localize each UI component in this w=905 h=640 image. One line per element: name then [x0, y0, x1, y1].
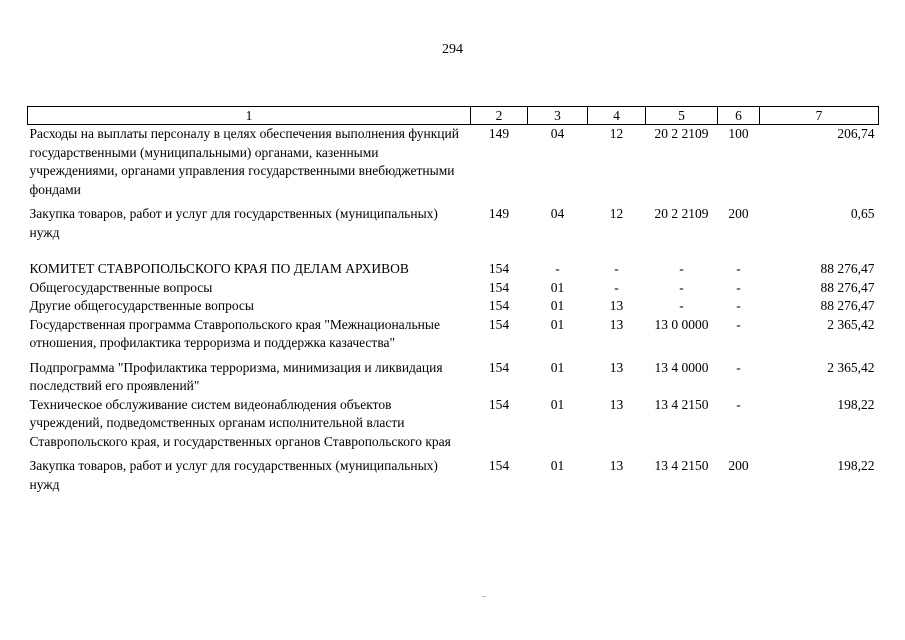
row-subsection: 13 [609, 359, 624, 375]
row-target-article: 13 4 0000 [654, 359, 709, 375]
table-row [28, 359, 879, 396]
row-amount: 2 365,42 [827, 359, 875, 375]
row-expense-type: - [736, 396, 741, 412]
row-section: 04 [550, 206, 565, 221]
header-cell-2: 2 [471, 107, 528, 125]
table-row [28, 260, 879, 279]
row-subsection: - [614, 261, 619, 276]
row-name: Государственная программа Ставропольского края "Межнациональные отношения, профилактика терроризма и поддержка казачества" [29, 316, 440, 350]
header-cell-6: 6 [718, 107, 760, 125]
table-body [28, 125, 879, 495]
row-expense-type: - [736, 261, 741, 276]
row-expense-type: 200 [728, 206, 749, 221]
row-amount: 198,22 [837, 458, 875, 473]
row-target-article: - [679, 279, 684, 295]
scan-speck [482, 596, 486, 597]
table-row [28, 457, 879, 494]
row-admin-code: 149 [488, 206, 510, 221]
row-subsection: 13 [609, 396, 624, 412]
page-number: 294 [442, 42, 463, 57]
row-subsection: 13 [609, 458, 624, 473]
row-target-article: 13 4 2150 [654, 396, 709, 412]
row-admin-code: 154 [488, 261, 510, 276]
row-name: Общегосударственные вопросы [29, 279, 213, 295]
row-section: 01 [550, 316, 565, 332]
row-name: КОМИТЕТ СТАВРОПОЛЬСКОГО КРАЯ ПО ДЕЛАМ АРХИВОВ [29, 261, 409, 276]
row-amount: 206,74 [837, 126, 875, 141]
row-name: Подпрограмма "Профилактика терроризма, минимизация и ликвидация последствий его проявлений" [29, 359, 443, 393]
row-target-article: - [679, 298, 684, 313]
table-row [28, 205, 879, 260]
table-header [28, 107, 879, 125]
row-section: 01 [550, 298, 565, 313]
row-expense-type: - [736, 279, 741, 295]
row-admin-code: 154 [488, 298, 510, 313]
header-row [28, 107, 879, 125]
row-subsection: - [614, 279, 619, 295]
table-row [28, 279, 879, 298]
row-section: 01 [550, 279, 565, 295]
row-name: Закупка товаров, работ и услуг для государственных (муниципальных) нужд [29, 206, 438, 240]
row-amount: 88 276,47 [820, 298, 875, 313]
row-expense-type: 200 [728, 458, 749, 473]
row-expense-type: - [736, 316, 741, 332]
budget-table [27, 106, 879, 494]
table-row [28, 396, 879, 458]
table-row [28, 125, 879, 206]
row-admin-code: 154 [488, 279, 510, 295]
row-name: Закупка товаров, работ и услуг для государственных (муниципальных) нужд [29, 458, 438, 492]
row-admin-code: 154 [488, 458, 510, 473]
header-cell-4: 4 [588, 107, 646, 125]
row-name: Другие общегосударственные вопросы [29, 298, 254, 313]
header-cell-1: 1 [28, 107, 471, 125]
row-target-article: 13 0 0000 [654, 316, 709, 332]
row-admin-code: 154 [488, 359, 510, 375]
header-cell-3: 3 [528, 107, 588, 125]
row-admin-code: 149 [488, 126, 510, 141]
row-section: - [555, 261, 560, 276]
row-target-article: 20 2 2109 [654, 126, 709, 141]
row-subsection: 12 [609, 206, 624, 221]
row-subsection: 13 [609, 316, 624, 332]
row-target-article: - [679, 261, 684, 276]
row-admin-code: 154 [488, 396, 510, 412]
row-section: 04 [550, 126, 565, 141]
row-target-article: 20 2 2109 [654, 206, 709, 221]
row-amount: 198,22 [837, 396, 875, 412]
row-expense-type: - [736, 359, 741, 375]
row-section: 01 [550, 458, 565, 473]
header-cell-5: 5 [646, 107, 718, 125]
row-expense-type: - [736, 298, 741, 313]
row-target-article: 13 4 2150 [654, 458, 709, 473]
table-row [28, 297, 879, 316]
row-expense-type: 100 [728, 126, 749, 141]
row-amount: 0,65 [850, 206, 875, 221]
row-admin-code: 154 [488, 316, 510, 332]
row-name: Техническое обслуживание систем видеонаблюдения объектов учреждений, подведомственных органам исполнительной власти Ставропольского края, и государственных органов Ставропольского края [29, 396, 451, 449]
row-amount: 88 276,47 [820, 279, 875, 295]
header-cell-7: 7 [760, 107, 879, 125]
row-section: 01 [550, 359, 565, 375]
row-section: 01 [550, 396, 565, 412]
row-subsection: 13 [609, 298, 624, 313]
row-amount: 2 365,42 [827, 316, 875, 332]
row-name: Расходы на выплаты персоналу в целях обеспечения выполнения функций государственными (муниципальными) органами, казенными учреждениями, органами управления государственными внебюджетными фондами [29, 126, 459, 197]
table-row [28, 316, 879, 359]
row-amount: 88 276,47 [820, 261, 875, 276]
row-subsection: 12 [609, 126, 624, 141]
